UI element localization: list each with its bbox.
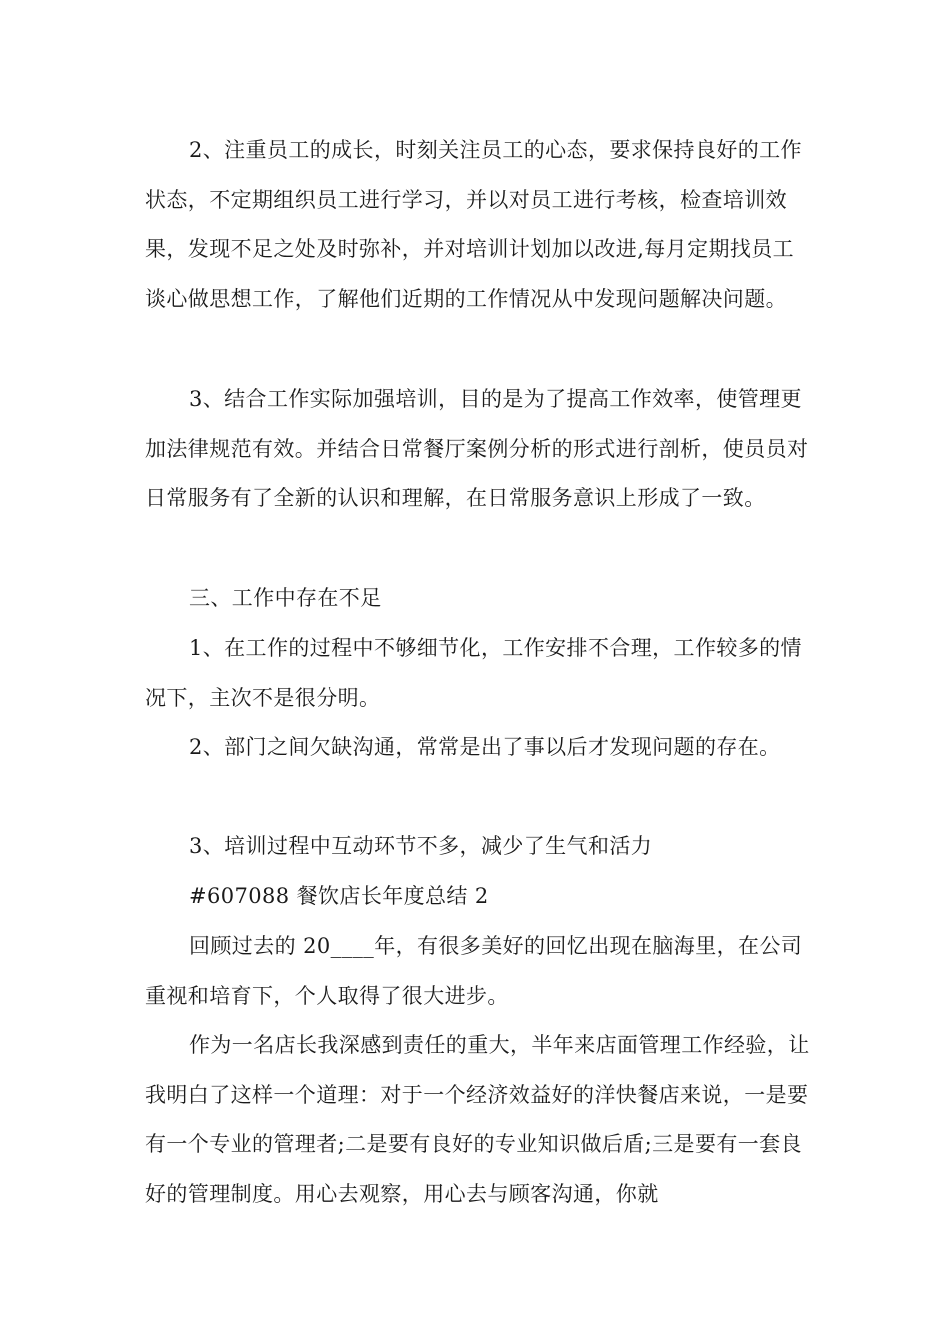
paragraph-shortcoming-3: 3、培训过程中互动环节不多，减少了生气和活力 [189, 834, 653, 858]
paragraph-training: 3、结合工作实际加强培训，目的是为了提高工作效率，使管理更加法律规范有效。并结合日常餐厅案例分析的形式进行剖析，使员员对日常服务有了全新的认识和理解，在日常服务意识上形成了一致。 [145, 387, 809, 511]
paragraph-staff-growth: 2、注重员工的成长，时刻关注员工的心态，要求保持良好的工作状态，不定期组织员工进行学习，并以对员工进行考核，检查培训效果，发现不足之处及时弥补，并对培训计划加以改进,每月定期找员工谈心做思想工作，了解他们近期的工作情况从中发现问题解决问题。 [145, 138, 802, 311]
article-title: #607088 餐饮店长年度总结 2 [189, 884, 489, 908]
paragraph-review: 回顾过去的 20____年，有很多美好的回忆出现在脑海里，在公司重视和培育下，个人取得了很大进步。 [145, 934, 803, 1008]
paragraph-shortcoming-2: 2、部门之间欠缺沟通，常常是出了事以后才发现问题的存在。 [189, 735, 781, 759]
paragraph-manager-role: 作为一名店长我深感到责任的重大，半年来店面管理工作经验，让我明白了这样一个道理：对于一个经济效益好的洋快餐店来说，一是要有一个专业的管理者;二是要有良好的专业知识做后盾;三是要有一套良好的管理制度。用心去观察，用心去与顾客沟通，你就 [145, 1033, 810, 1206]
paragraph-shortcoming-1: 1、在工作的过程中不够细节化，工作安排不合理，工作较多的情况下，主次不是很分明。 [145, 636, 802, 710]
section-heading-shortcomings: 三、工作中存在不足 [189, 586, 382, 610]
